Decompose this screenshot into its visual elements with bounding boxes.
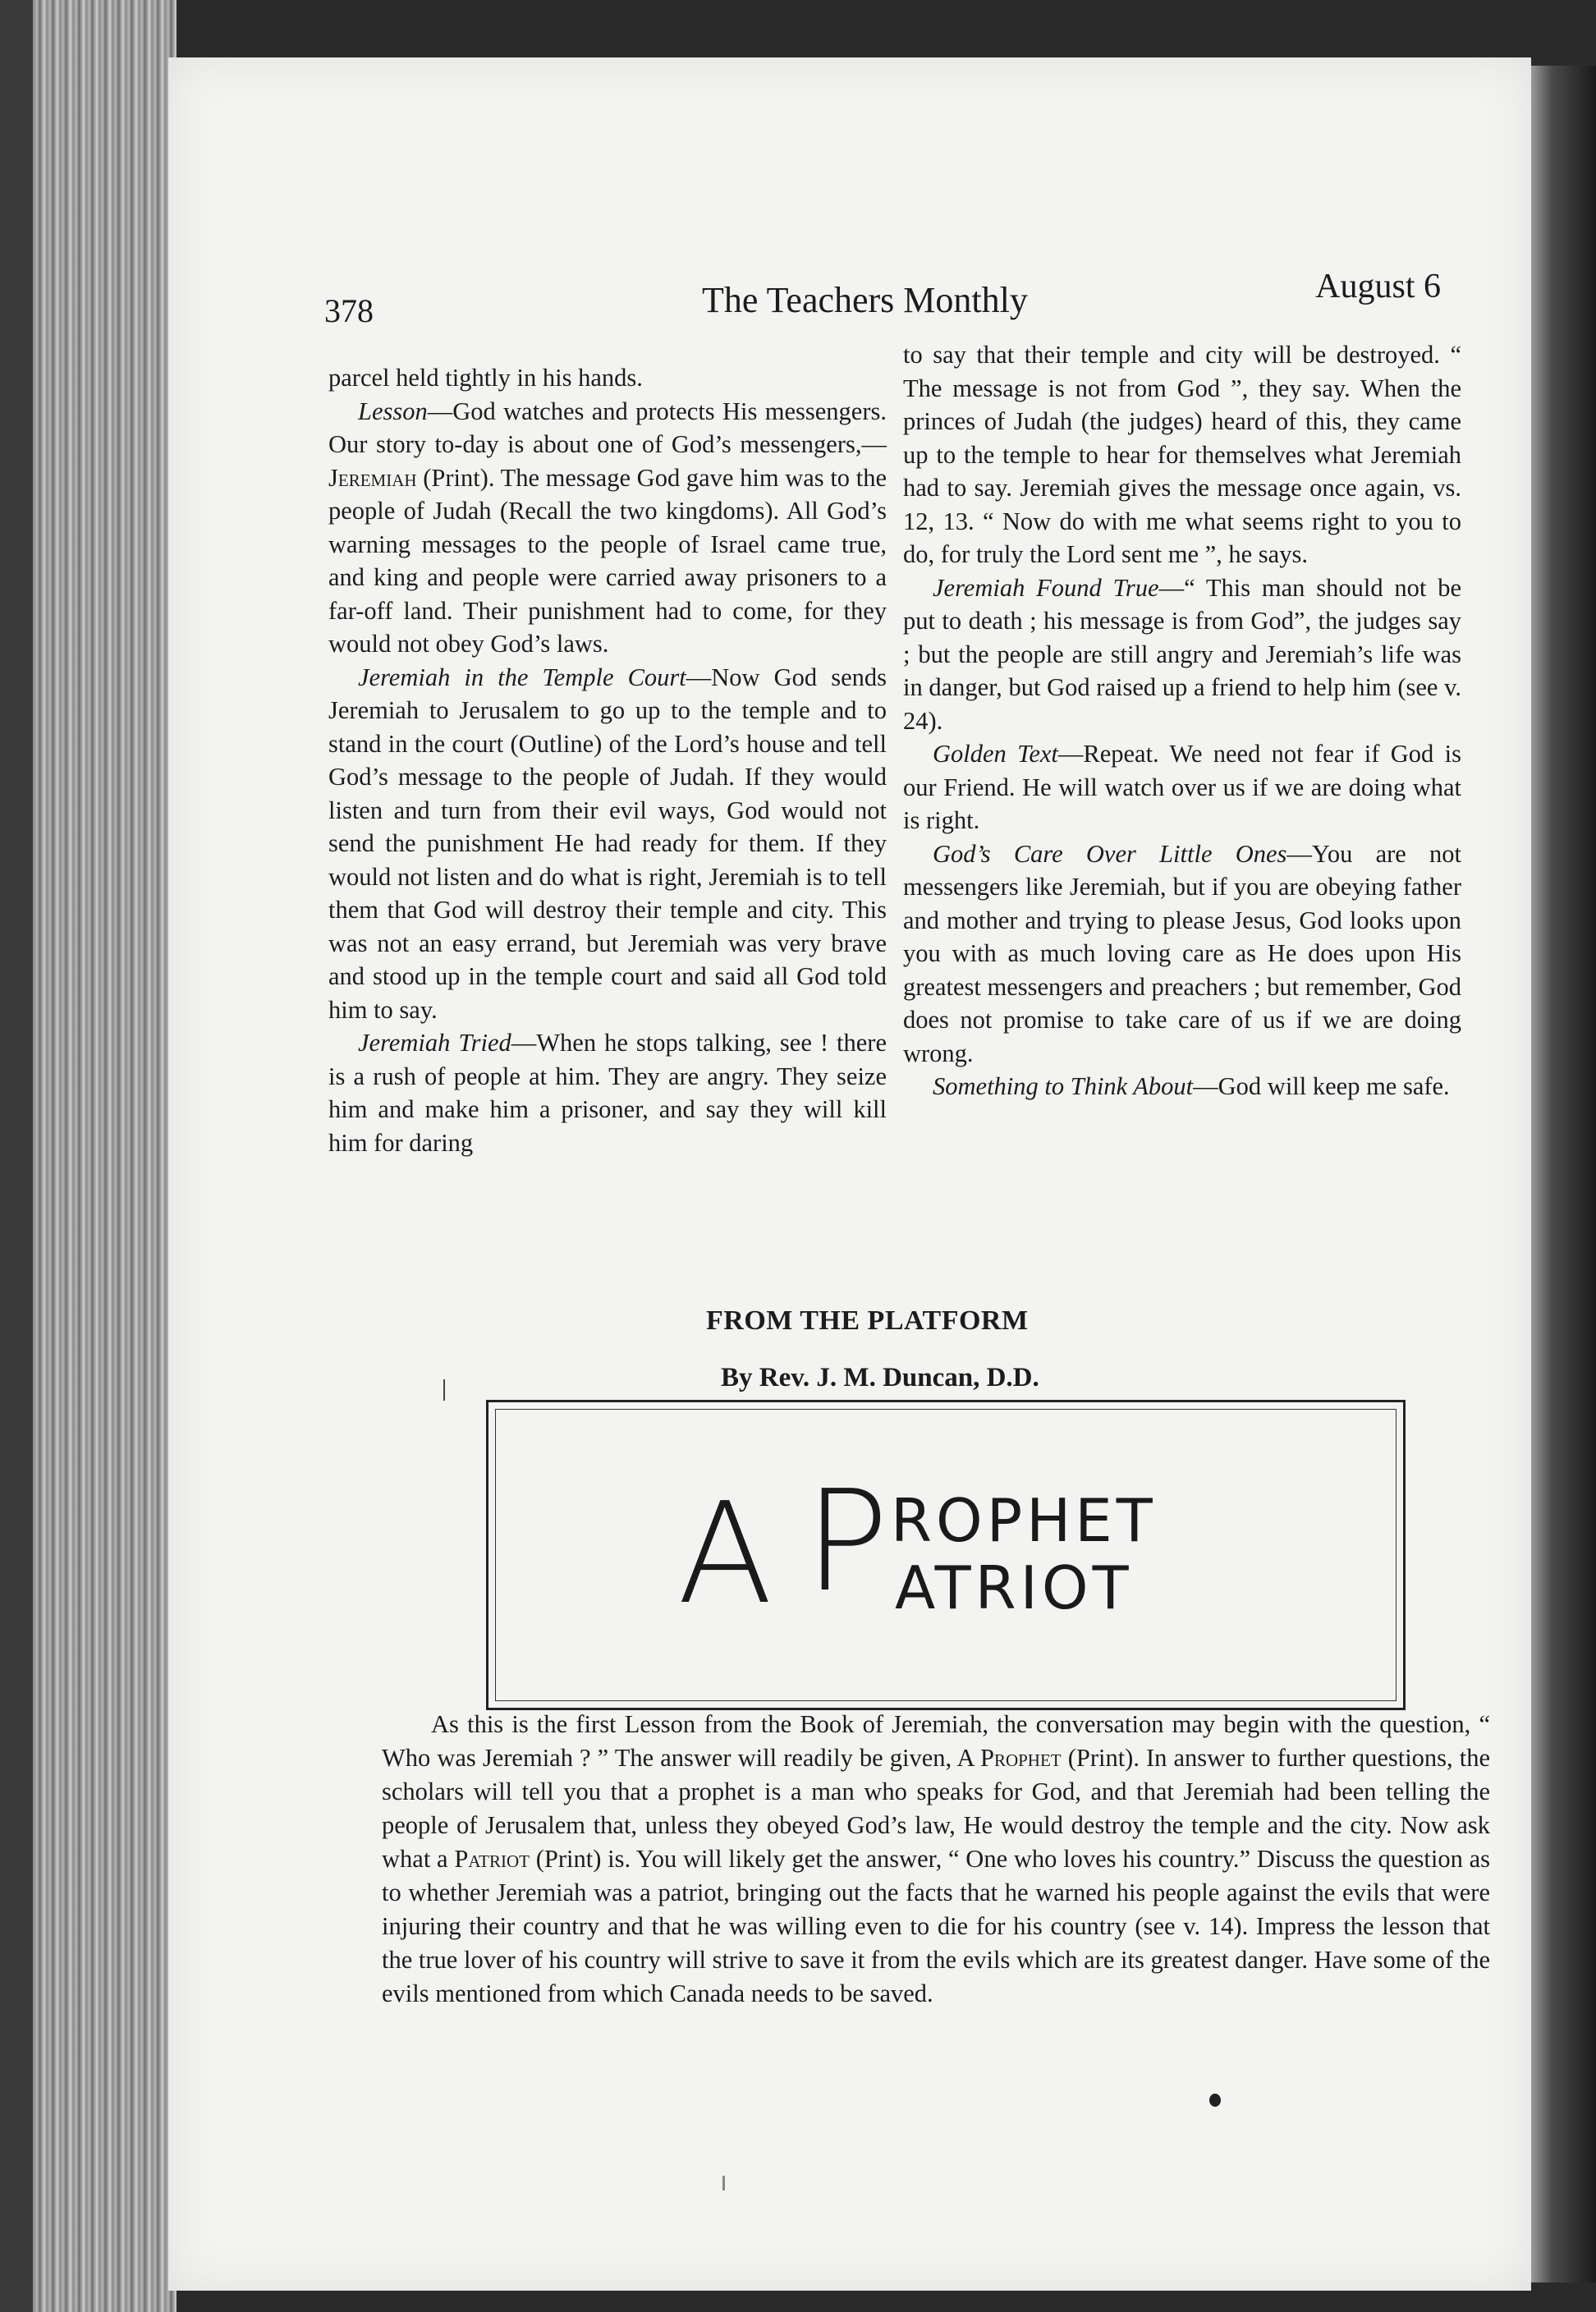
section-label: Jeremiah in the Temple Court (358, 663, 686, 691)
paragraph-text: parcel held tightly in his hands. (328, 364, 643, 392)
platform-body (382, 1708, 1490, 2011)
paragraph-text: —Now God sends Jeremiah to Jerusalem to go up to the temple and to stand in the court (Outline) of the Lord’s house and tell God’s message to the people of Judah. If they would listen and turn from their evil ways, God would not send the punishment He had ready for them. If they would not listen and do what is right, Jeremiah is to tell them that God will destroy their temple and city. This was not an easy errand, but Jeremiah was very brave and stood up in the temple court and said all God told him to say. (328, 663, 887, 1024)
paragraph-text: —Repeat. We need not fear if God is our Friend. He will watch over us if we are doing what is right. (903, 740, 1462, 834)
running-title: The Teachers Monthly (702, 280, 1028, 320)
book-binding-edge (0, 0, 177, 2312)
running-date: August 6 (1315, 268, 1441, 305)
paragraph (903, 737, 1461, 837)
paragraph (328, 395, 887, 661)
section-label: Lesson (358, 397, 428, 425)
paragraph (328, 661, 887, 1027)
section-label: Jeremiah Tried (358, 1029, 511, 1057)
section-label: Golden Text (933, 740, 1058, 768)
paragraph (382, 1708, 1490, 2011)
paragraph (903, 837, 1461, 1071)
book-page-edge-right (1522, 66, 1596, 2282)
paragraph (903, 571, 1461, 738)
paragraph-text: to say that their temple and city will be destroyed. “ The message is not from God ”, they say. When the princes of Judah (the judges) heard of this, they came up to the temple to hear for themselves what Jeremiah had to say. Jeremiah gives the message once again, vs. 12, 13. “ Now do with me what seems right to you to do, for truly the Lord sent me ”, he says. (903, 341, 1461, 568)
paragraph (903, 338, 1461, 571)
left-column (328, 361, 887, 1159)
small-caps-word: Patriot (454, 1845, 530, 1873)
margin-mark (443, 1379, 445, 1401)
paragraph-text: —You are not messengers like Jeremiah, but if you are obeying father and mother and trying to please Jesus, God looks upon you with as much loving care as He does upon His greatest messengers and preachers ; but remember, God does not promise to take care of us if we are doing wrong. (903, 839, 1461, 1067)
paragraph-text: (Print). In answer to further questions, the scholars will tell you that a prophet is a man who speaks for God, and that Jeremiah had been telling the people of Jerusalem that, unless they obeyed God’s law, He would destroy the temple and the city. Now ask what a (382, 1744, 1490, 1873)
blackboard-diagram (486, 1400, 1406, 1710)
ink-dot (1209, 2094, 1221, 2107)
diagram-letter-a: A (677, 1473, 773, 1635)
section-label: Jeremiah Found True (933, 573, 1159, 602)
paragraph-text: (Print) is. You will likely get the answer, “ One who loves his country.” Discuss the question as to whether Jeremiah was a patriot, bringing out the facts that he warned his people against the evils that were injuring their country and that he was willing even to die for his country (see v. 14). Impress the lesson that the true lover of his country will strive to save it from the evils which are its greatest danger. Have some of the evils mentioned from which Canada needs to be saved. (382, 1845, 1490, 2007)
paragraph (328, 361, 887, 395)
paragraph-text: —God watches and protects His messengers. Our story to-day is about one of God’s messengers,— (328, 397, 887, 458)
paragraph-text: —When he stops talking, see ! there is a rush of people at him. They are angry. They seize him and make him a prisoner, and say they will kill him for daring (328, 1029, 887, 1157)
diagram-letter-p: P (805, 1461, 889, 1623)
diagram-word-prophet: ROPHET (891, 1486, 1157, 1555)
paragraph (903, 1070, 1461, 1103)
small-caps-word: Jeremiah (328, 463, 417, 492)
margin-mark (722, 2176, 725, 2190)
paragraph-text: (Print). The message God gave him was to the people of Judah (Recall the two kingdoms). All God’s warning messages to the people of Israel came true, and king and people were carried away prisoners to a far-off land. Their punishment had to come, for they would not obey God’s laws. (328, 463, 887, 658)
section-heading: FROM THE PLATFORM (706, 1305, 1029, 1336)
paragraph-text: —“ This man should not be put to death ; his message is from God”, the judges say ; but the people are still angry and Jeremiah’s life was in danger, but God raised up a friend to help him (see v. 24). (903, 573, 1461, 735)
section-label: Something to Think About (933, 1072, 1194, 1100)
right-column (903, 338, 1461, 1103)
author-byline: By Rev. J. M. Duncan, D.D. (721, 1363, 1039, 1392)
page-header (324, 267, 1441, 329)
paragraph-text: As this is the first Lesson from the Book of Jeremiah, the conversation may begin with the question, “ Who was Jeremiah ? ” The answer will readily be given, A (382, 1710, 1490, 1772)
diagram-word-patriot: ATRIOT (895, 1553, 1133, 1622)
paragraph-text: —God will keep me safe. (1193, 1072, 1450, 1100)
page-number: 378 (324, 292, 374, 329)
small-caps-word: Prophet (979, 1744, 1062, 1772)
paragraph (328, 1026, 887, 1159)
section-label: God’s Care Over Little Ones (933, 839, 1287, 868)
